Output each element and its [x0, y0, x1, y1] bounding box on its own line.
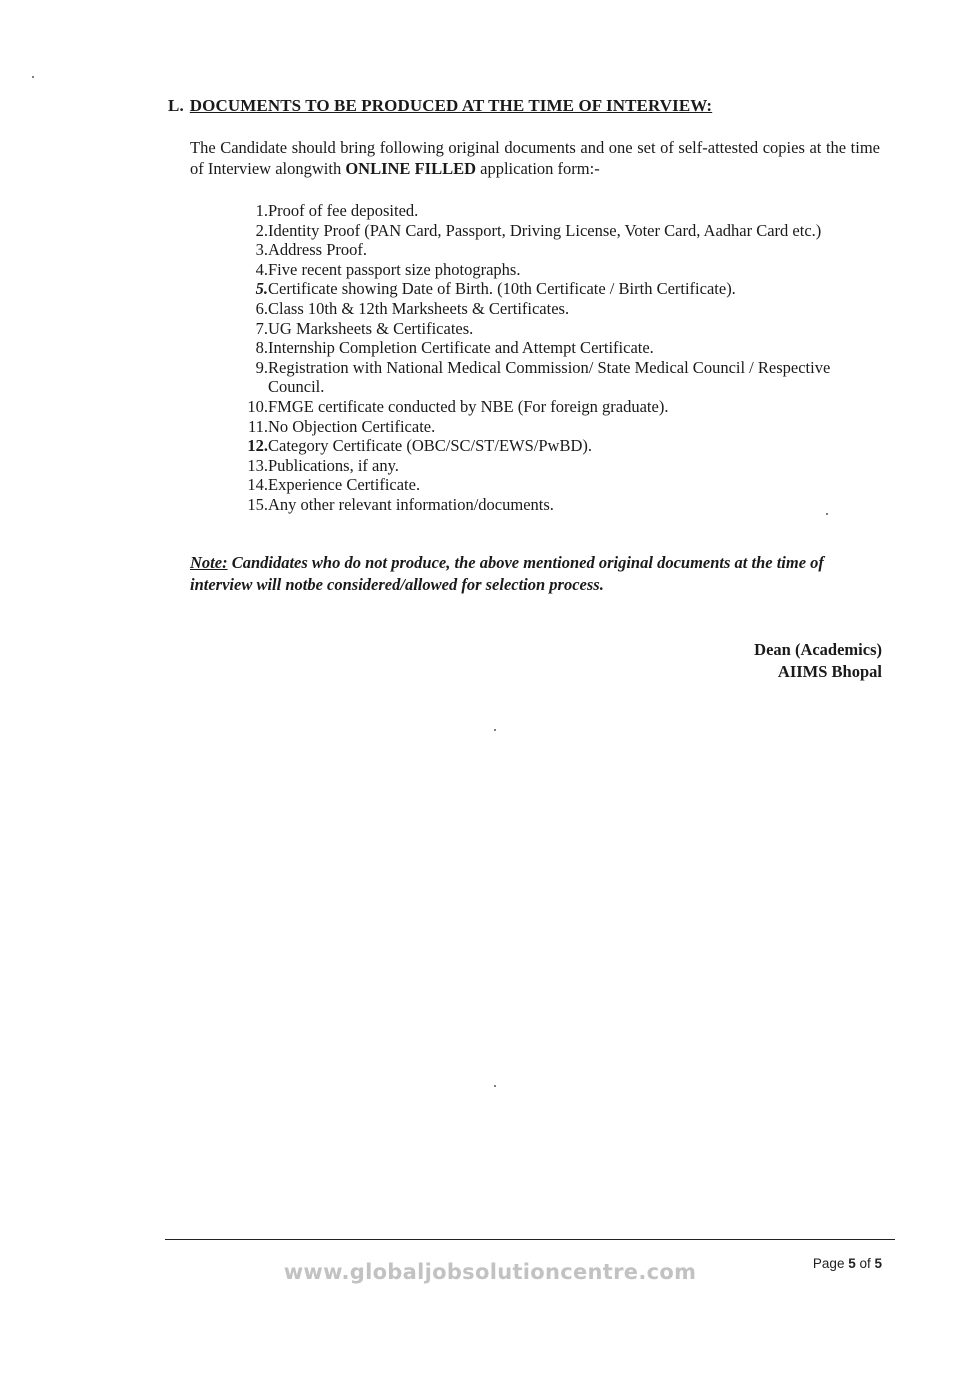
item-number: 9.	[255, 357, 268, 377]
signature-block	[754, 639, 882, 683]
item-number: 10.	[247, 396, 268, 416]
item-number: 6.	[255, 298, 268, 318]
watermark-text: www.globaljobsolutioncentre.com	[283, 1260, 697, 1284]
intro-text-bold: ONLINE FILLED	[345, 159, 476, 178]
item-number: 13.	[247, 455, 268, 475]
item-text: Five recent passport size photographs.	[268, 259, 521, 279]
item-text: Category Certificate (OBC/SC/ST/EWS/PwBD).	[268, 436, 593, 456]
section-heading	[168, 96, 712, 116]
item-number: 12.	[247, 436, 268, 456]
document-item	[232, 221, 862, 241]
intro-paragraph	[190, 137, 880, 179]
item-text: Publications, if any.	[268, 455, 399, 475]
page-mid: of	[855, 1256, 875, 1271]
item-number: 3.	[255, 240, 268, 260]
scan-speck	[826, 513, 828, 515]
item-number: 15.	[247, 494, 268, 514]
item-number: 8.	[255, 338, 268, 358]
item-text: Registration with National Medical Commission/ State Medical Council / Respective Council.	[268, 357, 831, 397]
scan-speck	[494, 1085, 496, 1087]
intro-text-after: application form:-	[476, 159, 600, 178]
document-item	[232, 319, 862, 339]
document-item	[232, 495, 862, 515]
document-item	[232, 338, 862, 358]
intro-text-before: The Candidate should bring following original documents and one set of self-attested copies at the time of Interview alongwith	[190, 138, 880, 178]
document-item	[232, 397, 862, 417]
documents-list	[232, 201, 862, 515]
item-number: 4.	[255, 259, 268, 279]
item-number: 1.	[255, 201, 268, 220]
page-total: 5	[874, 1256, 882, 1271]
note-label: Note:	[190, 553, 228, 572]
item-text: Certificate showing Date of Birth. (10th Certificate / Birth Certificate).	[268, 279, 736, 299]
item-number: 11.	[247, 416, 268, 436]
document-item	[232, 201, 862, 221]
item-text: Any other relevant information/documents.	[268, 494, 554, 514]
item-number: 2.	[255, 220, 268, 240]
section-letter: L.	[168, 96, 184, 115]
item-number: 5.	[255, 279, 268, 299]
item-text: Experience Certificate.	[268, 475, 421, 495]
document-item	[232, 279, 862, 299]
document-item	[232, 456, 862, 476]
note-paragraph	[190, 552, 880, 596]
scan-speck	[494, 729, 496, 731]
document-item	[232, 417, 862, 437]
document-item	[232, 240, 862, 260]
item-text: Identity Proof (PAN Card, Passport, Driving License, Voter Card, Aadhar Card etc.)	[268, 220, 822, 240]
item-number: 14.	[247, 475, 268, 495]
note-text: Candidates who do not produce, the above mentioned original documents at the time of interview will notbe considered/allowed for selection process.	[190, 553, 824, 594]
item-text: Proof of fee deposited.	[268, 201, 419, 220]
item-text: FMGE certificate conducted by NBE (For foreign graduate).	[268, 396, 669, 416]
page-number	[813, 1256, 882, 1271]
document-item	[232, 475, 862, 495]
item-text: Address Proof.	[268, 240, 367, 260]
document-item	[232, 358, 862, 397]
section-title: DOCUMENTS TO BE PRODUCED AT THE TIME OF INTERVIEW:	[189, 96, 713, 115]
item-text: No Objection Certificate.	[268, 416, 436, 436]
item-text: Internship Completion Certificate and Attempt Certificate.	[268, 338, 654, 358]
item-text: Class 10th & 12th Marksheets & Certificates.	[268, 298, 570, 318]
signatory-institution: AIIMS Bhopal	[777, 662, 882, 681]
page-prefix: Page	[812, 1256, 849, 1271]
document-item	[232, 299, 862, 319]
item-number: 7.	[255, 318, 268, 338]
signatory-title: Dean (Academics)	[754, 640, 882, 659]
document-item	[232, 260, 862, 280]
document-item	[232, 436, 862, 456]
page-current: 5	[848, 1256, 856, 1271]
item-text: UG Marksheets & Certificates.	[268, 318, 474, 338]
scan-speck	[32, 76, 34, 78]
footer-divider	[165, 1239, 895, 1240]
